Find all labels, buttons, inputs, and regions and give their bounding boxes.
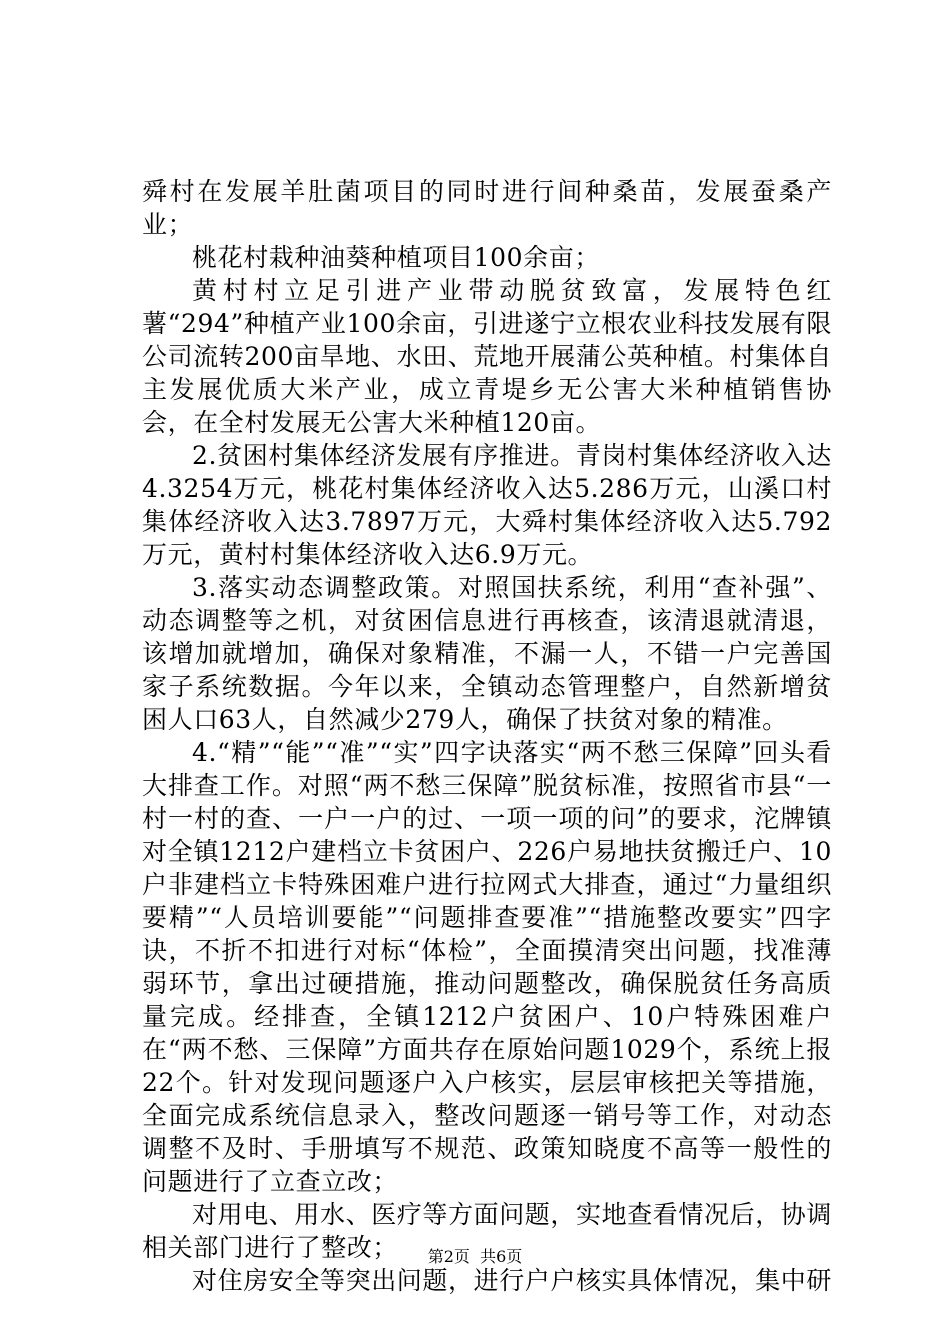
paragraph-6: 4.“精”“能”“准”“实”四字诀落实“两不愁三保障”回头看大排查工作。对照“两不愁三保障”脱贫标准，按照省市县“一村一村的查、一户一户的过、一项一项的问”的要求，沱牌镇对全镇1212户建档立卡贫困户、226户易地扶贫搬迁户、10户非建档立卡特殊困难户进行拉网式大排查，通过“力量组织要精”“人员培训要能”“问题排查要准”“措施整改要实”四字诀，不折不扣进行对标“体检”，全面摸清突出问题，找准薄弱环节，拿出过硬措施，推动问题整改，确保脱贫任务高质量完成。经排查，全镇1212户贫困户、10户特殊困难户在“两不愁、三保障”方面共存在原始问题1029个，系统上报22个。针对发现问题逐户入户核实，层层审核把关等措施，全面完成系统信息录入，整改问题逐一销号等工作，对动态调整不及时、手册填写不规范、政策知晓度不高等一般性的问题进行了立查立改； [142,738,832,1196]
paragraph-2: 桃花村栽种油葵种植项目100余亩； [192,243,600,272]
paragraph-3: 黄村村立足引进产业带动脱贫致富，发展特色红薯“294”种植产业100余亩，引进遂宁立根农业科技发展有限公司流转200亩旱地、水田、荒地开展蒲公英种植。村集体自主发展优质大米产业，成立青堤乡无公害大米种植销售协会，在全村发展无公害大米种植120亩。 [142,276,832,437]
document-body [142,175,832,1297]
paragraph-7: 对用电、用水、医疗等方面问题，实地查看情况后，协调相关部门进行了整改； [142,1200,833,1262]
paragraph-4: 2.贫困村集体经济发展有序推进。青岗村集体经济收入达4.3254万元，桃花村集体经济收入达5.286万元，山溪口村集体经济收入达3.7897万元，大舜村集体经济收入达5.792万元，黄村村集体经济收入达6.9万元。 [142,441,832,569]
paragraph-8: 对住房安全等突出问题，进行户户核实具体情况，集中研 [192,1266,833,1295]
paragraph-1: 舜村在发展羊肚菌项目的同时进行间种桑苗，发展蚕桑产业； [142,177,832,239]
page-footer: 第2页 共6页 [427,1247,523,1266]
paragraph-5: 3.落实动态调整政策。对照国扶系统，利用“查补强”、动态调整等之机，对贫困信息进行再核查，该清退就清退，该增加就增加，确保对象精准，不漏一人，不错一户完善国家子系统数据。今年以来，全镇动态管理整户，自然新增贫困人口63人，自然减少279人，确保了扶贫对象的精准。 [142,573,832,734]
